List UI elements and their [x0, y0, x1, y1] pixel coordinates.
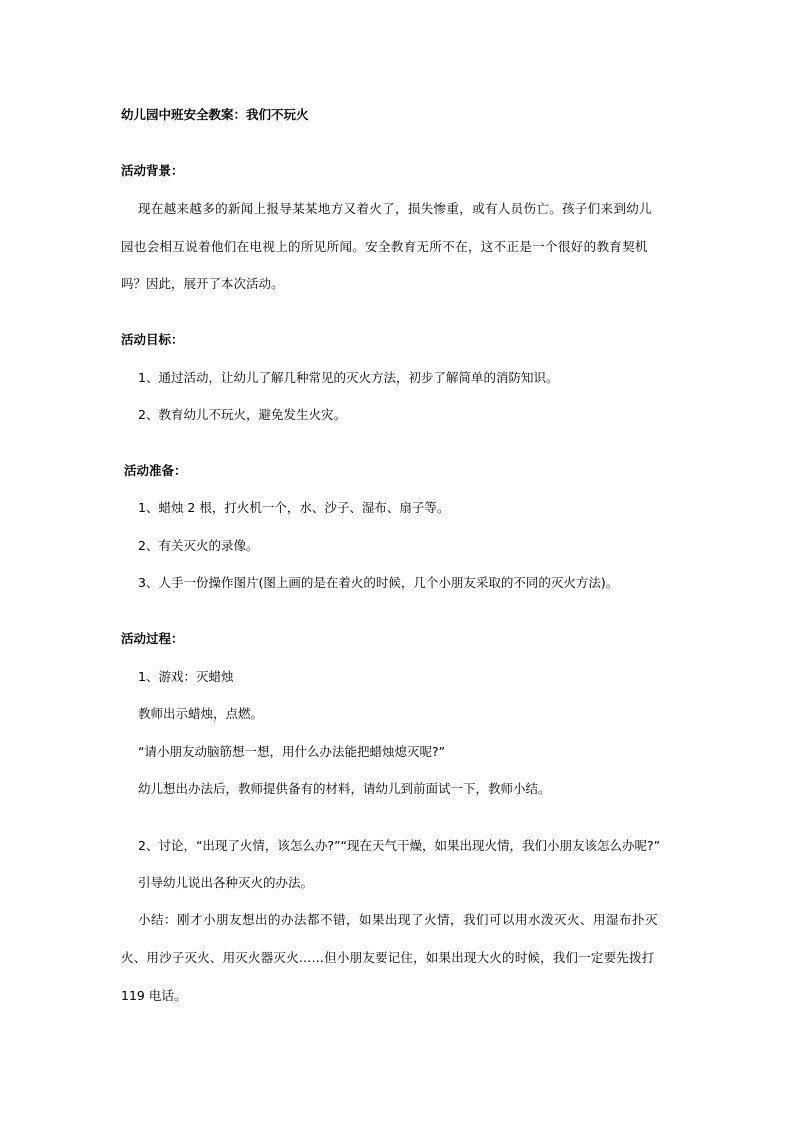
paragraph-line: 小结：刚才小朋友想出的办法都不错，如果出现了火情，我们可以用水泼灭火、用湿布扑灭 — [138, 912, 659, 927]
process-step-title: 1、游戏：灭蜡烛 — [138, 669, 234, 684]
list-item: 1、通过活动，让幼儿了解几种常见的灭火方法，初步了解简单的消防知识。 — [138, 370, 559, 385]
paragraph-line: 园也会相互说着他们在电视上的所见所闻。安全教育无所不在，这不正是一个很好的教育契机 — [121, 239, 648, 254]
list-item: 2、教育幼儿不玩火，避免发生火灾。 — [138, 407, 346, 422]
process-step-title: 2、讨论，“出现了火情，该怎么办?”“现在天气干燥，如果出现火情，我们小朋友该怎么办呢?” — [138, 838, 661, 853]
section-heading-preparation: 活动准备： — [124, 463, 187, 478]
paragraph-line: 教师出示蜡烛，点燃。 — [138, 706, 264, 721]
paragraph-line: 火、用沙子灭火、用灭火器灭火……但小朋友要记住，如果出现大火的时候，我们一定要先拨打 — [121, 950, 655, 965]
paragraph-line: 吗？因此，展开了本次活动。 — [121, 276, 284, 291]
list-item: 1、蜡烛 2 根，打火机一个，水、沙子、湿布、扇子等。 — [138, 500, 450, 515]
paragraph-line: 引导幼儿说出各种灭火的办法。 — [138, 875, 314, 890]
paragraph-line: 119 电话。 — [121, 988, 187, 1003]
paragraph-line: 幼儿想出办法后，教师提供备有的材料，请幼儿到前面试一下，教师小结。 — [138, 781, 551, 796]
section-heading-background: 活动背景： — [121, 163, 184, 178]
paragraph-line: 现在越来越多的新闻上报导某某地方又着火了，损失惨重，或有人员伤亡。孩子们来到幼儿 — [138, 201, 653, 216]
paragraph-line: “请小朋友动脑筋想一想，用什么办法能把蜡烛熄灭呢?” — [138, 744, 446, 759]
section-heading-goals: 活动目标： — [121, 332, 184, 347]
section-heading-process: 活动过程： — [121, 631, 184, 646]
list-item: 3、人手一份操作图片(图上画的是在着火的时候，几个小朋友采取的不同的灭火方法)。 — [138, 575, 619, 590]
document-title: 幼儿园中班安全教案：我们不玩火 — [121, 107, 309, 122]
list-item: 2、有关灭火的录像。 — [138, 538, 259, 553]
